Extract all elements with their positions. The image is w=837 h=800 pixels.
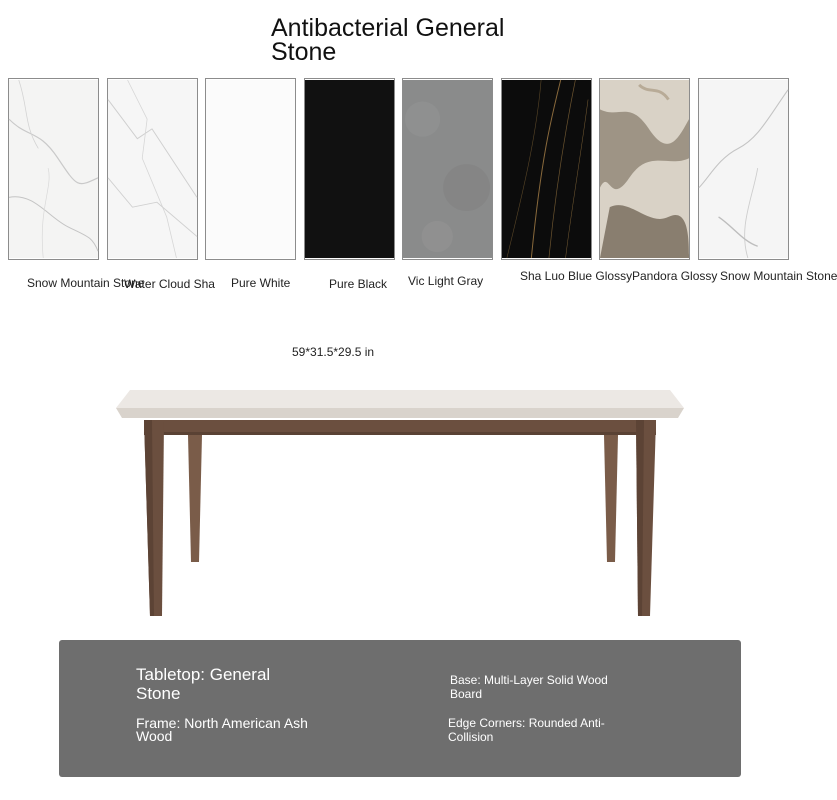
swatch-label-water-cloud-sha: Water Cloud Sha bbox=[124, 277, 215, 291]
swatch-vic-light-gray[interactable] bbox=[402, 78, 493, 260]
swatch-pandora-glossy[interactable] bbox=[599, 78, 690, 260]
page-title: Antibacterial General Stone bbox=[271, 14, 505, 66]
swatch-label-pandora-glossy: Pandora Glossy bbox=[632, 269, 718, 283]
black-gold-veined-image bbox=[502, 79, 591, 259]
marble-white-veined-image bbox=[9, 79, 98, 259]
dining-table-image bbox=[110, 380, 690, 620]
marble-light-veined-image bbox=[108, 79, 197, 259]
swatch-snow-mountain-stone-2[interactable] bbox=[698, 78, 789, 260]
swatch-label-vic-light-gray: Vic Light Gray bbox=[408, 274, 484, 288]
swatch-sha-luo-blue-glossy[interactable] bbox=[501, 78, 592, 260]
swatch-pure-white[interactable] bbox=[205, 78, 296, 260]
swatch-pure-black[interactable] bbox=[304, 78, 395, 260]
spec-tabletop: Tabletop: General Stone bbox=[136, 665, 271, 703]
swatch-label-snow-mountain-stone: Snow Mountain Stone bbox=[27, 276, 145, 290]
gray-stone-image bbox=[403, 79, 492, 259]
specs-panel bbox=[59, 640, 741, 777]
swatch-label-pure-white: Pure White bbox=[231, 276, 291, 290]
swatch-snow-mountain-stone[interactable] bbox=[8, 78, 99, 260]
pure-black-image bbox=[305, 79, 394, 259]
spec-edges: Edge Corners: Rounded Anti-Collision bbox=[448, 716, 605, 744]
swatch-water-cloud-sha[interactable] bbox=[107, 78, 198, 260]
swatch-label-sha-luo-blue-glossy: Sha Luo Blue Glossy bbox=[520, 269, 633, 283]
pure-white-image bbox=[206, 79, 295, 259]
pandora-stone-image bbox=[600, 79, 689, 259]
swatch-label-pure-black: Pure Black bbox=[329, 277, 388, 291]
spec-base: Base: Multi-Layer Solid Wood Board bbox=[450, 673, 608, 701]
dimensions-label: 59*31.5*29.5 in bbox=[292, 345, 375, 359]
swatch-label-snow-mountain-stone-2: Snow Mountain Stone bbox=[720, 269, 837, 283]
spec-frame: Frame: North American Ash Wood bbox=[136, 715, 308, 744]
marble-white-veined-image bbox=[699, 79, 788, 259]
